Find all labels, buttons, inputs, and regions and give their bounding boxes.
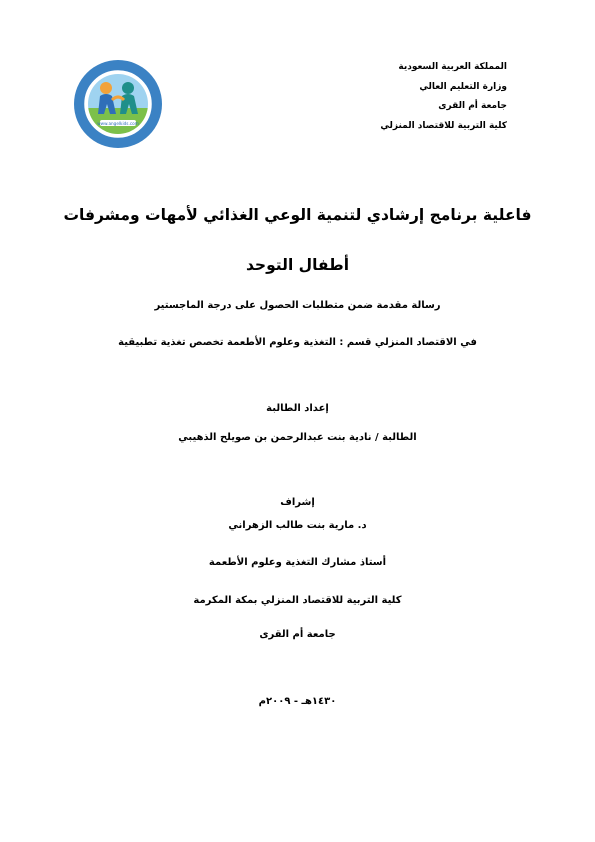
association-logo: [72, 58, 164, 150]
supervisor-college: كلية التربية للاقتصاد المنزلي بمكة المكرمة: [193, 595, 402, 606]
logo-figure-head-right: [122, 82, 134, 94]
header-college: كلية التربية للاقتصاد المنزلي: [380, 121, 507, 131]
header-ministry: وزارة التعليم العالي: [419, 82, 507, 92]
thesis-title-line1: فاعلية برنامج إرشادي لتنمية الوعي الغذائي لأمهات ومشرفات: [63, 206, 532, 224]
thesis-title-line2: أطفال التوحد: [245, 256, 350, 274]
supervisor-name: د. مارية بنت طالب الزهراني: [228, 520, 367, 531]
header-kingdom: المملكة العربية السعودية: [398, 62, 507, 72]
supervisor-position: أستاذ مشارك التغذية وعلوم الأطعمة: [208, 557, 387, 568]
logo-emblem: [72, 58, 164, 150]
logo-site-text: www.angelkids.com: [97, 121, 139, 126]
prepared-heading: إعداد الطالبة: [266, 403, 329, 414]
thesis-statement: رسالة مقدمة ضمن متطلبات الحصول على درجة الماجستير: [154, 300, 441, 311]
thesis-department: في الاقتصاد المنزلي قسم : التغذية وعلوم الأطعمة تخصص تغذية تطبيقية: [118, 337, 477, 348]
supervision-heading: إشراف: [280, 497, 315, 508]
header-university: جامعة أم القرى: [438, 101, 507, 111]
logo-figure-head-left: [100, 82, 112, 94]
student-name: الطالبة / نادية بنت عبدالرحمن بن صويلح الذهيبي: [178, 432, 417, 443]
supervisor-university: جامعة أم القرى: [259, 629, 336, 640]
document-date: ١٤٣٠هـ - ٢٠٠٩م: [258, 696, 337, 707]
